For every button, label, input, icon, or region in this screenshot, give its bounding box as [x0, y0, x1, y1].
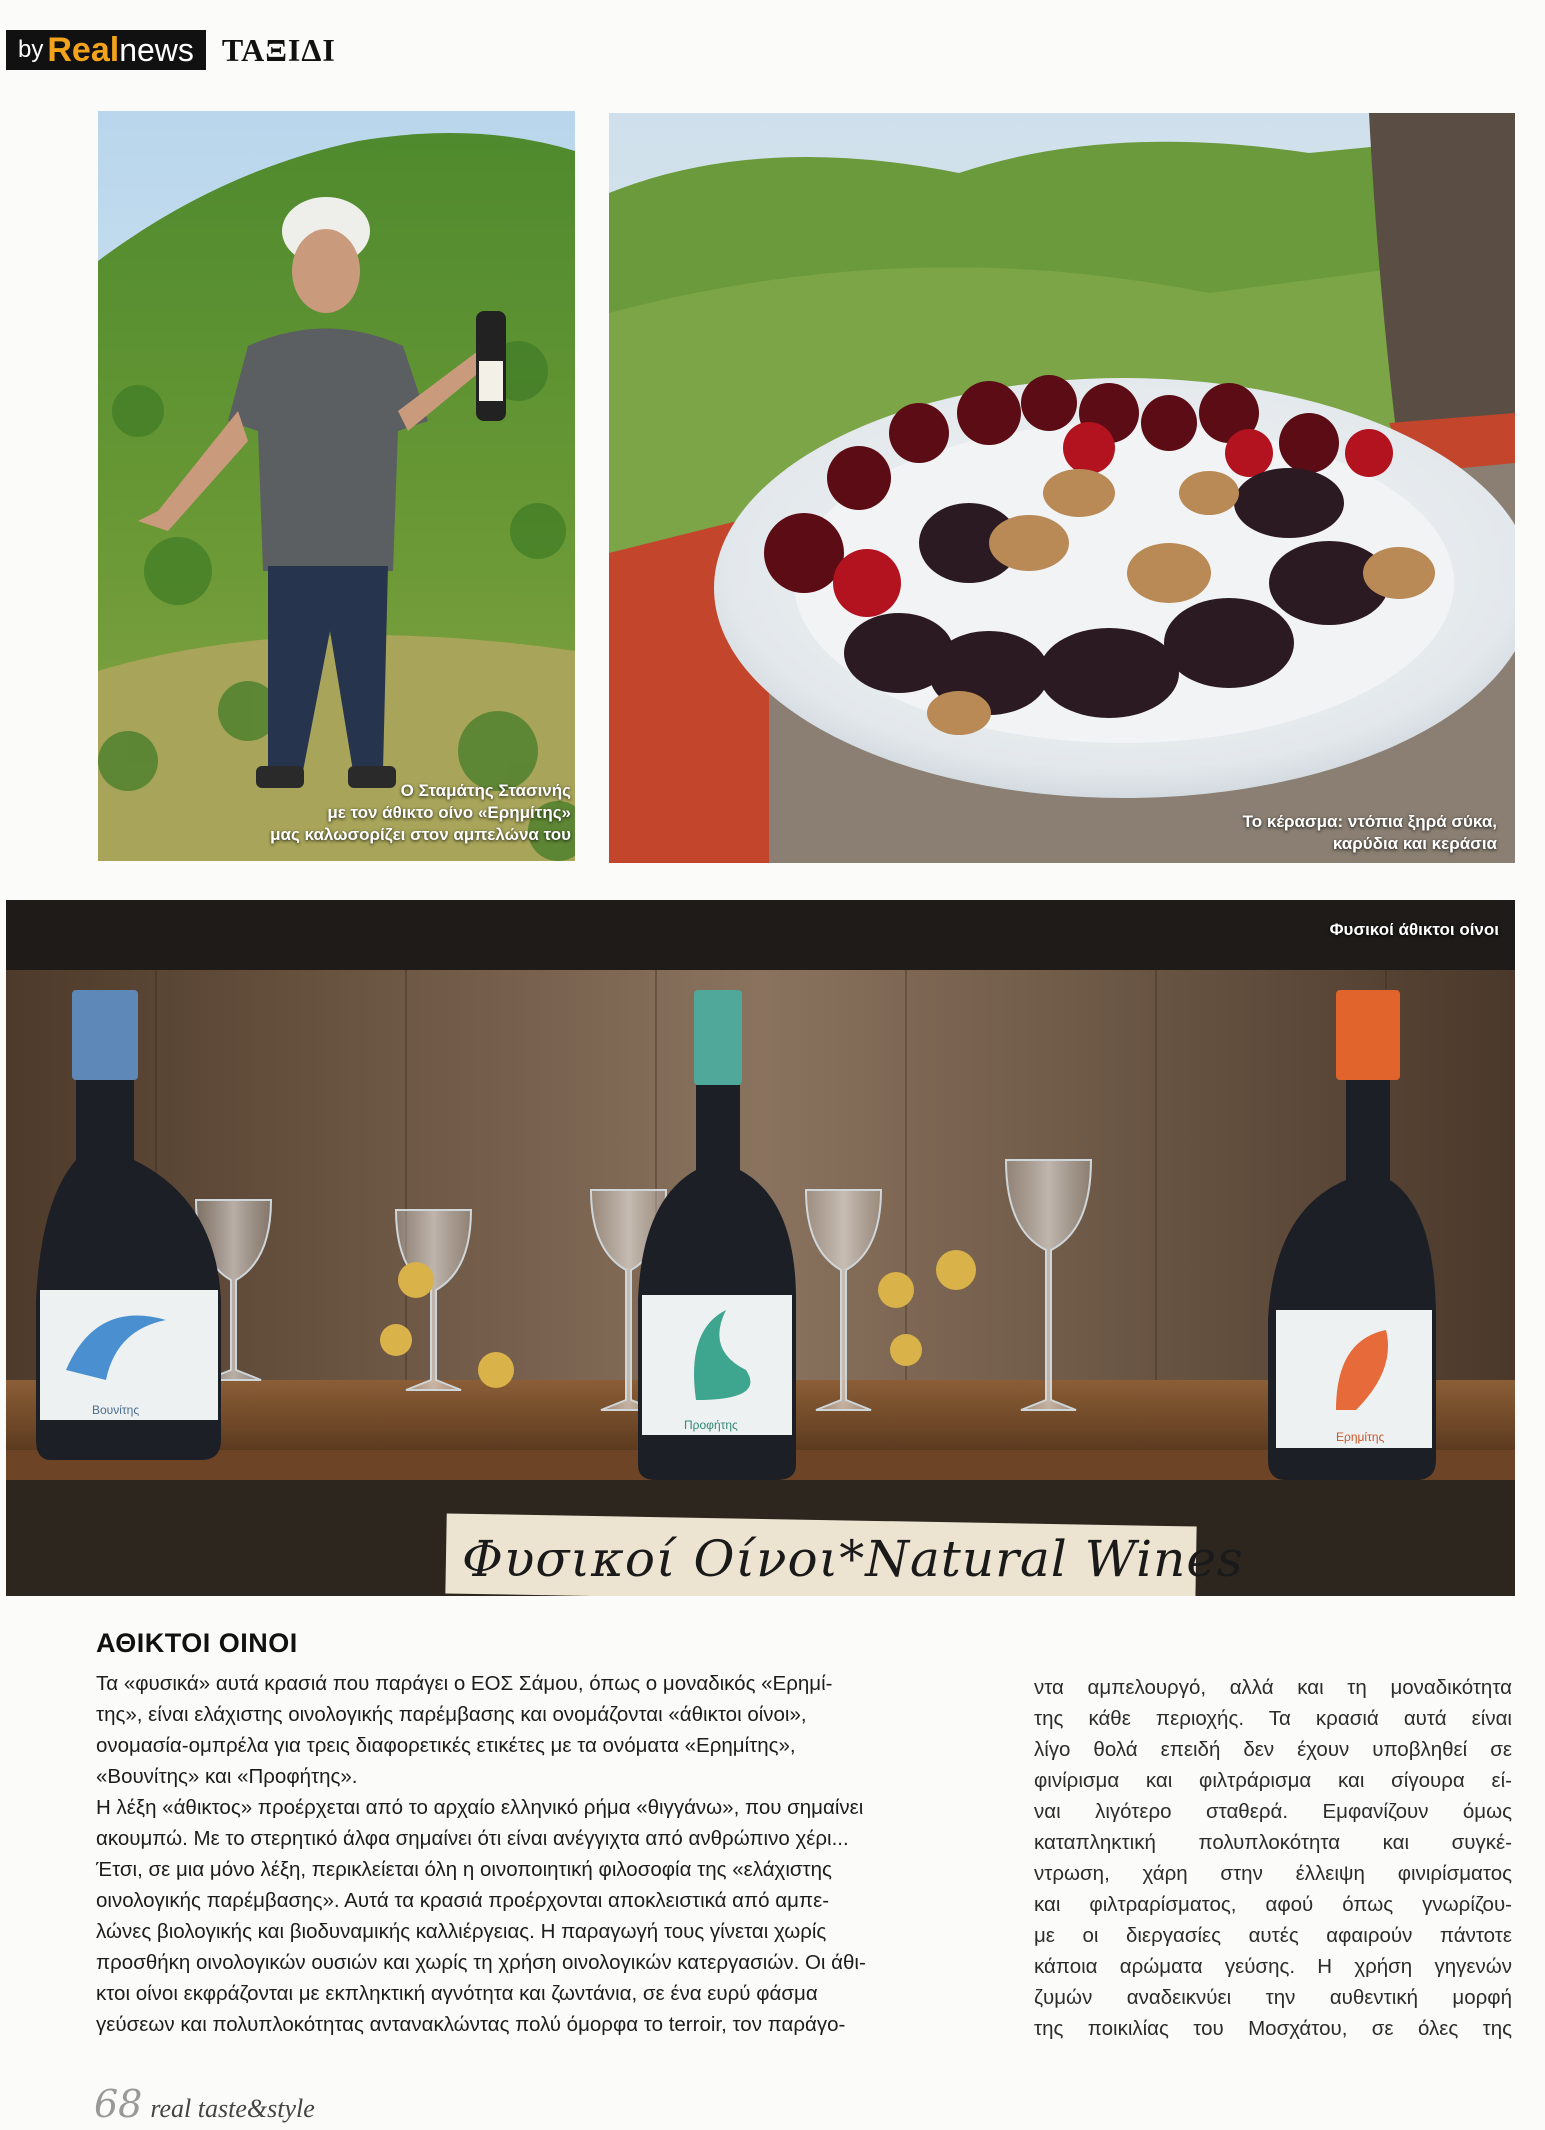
article-column-2 — [1034, 1672, 1512, 2044]
winemaker-photo — [98, 111, 575, 861]
winemaker-image — [98, 111, 575, 861]
winemaker-caption — [131, 780, 571, 846]
wines-photo — [6, 900, 1515, 1596]
page-footer — [94, 2082, 315, 2126]
article-line: Η λέξη «άθικτος» προέρχεται από το αρχαίο ελληνικό ρήμα «θιγγάνω», που σημαίνει — [96, 1796, 864, 1819]
bottle-label-profitis: Προφήτης — [684, 1418, 738, 1432]
magazine-name: real taste&style — [150, 2094, 315, 2123]
article-line: προσθήκη οινολογικών ουσιών και χωρίς τη χρήση οινολογικών κατεργασιών. Οι άθι- — [96, 1951, 866, 1974]
wines-image — [6, 900, 1515, 1596]
logo-by: by — [18, 36, 44, 63]
article-line: ακουμπώ. Με το στερητικό άλφα σημαίνει ότι είναι ανέγγιχτα από ανθρώπινο χέρι... — [96, 1827, 849, 1850]
masthead — [6, 30, 336, 70]
winemaker-caption-line: μας καλωσορίζει στον αμπελώνα του — [270, 825, 571, 844]
article-column-1 — [96, 1668, 1000, 2040]
article-line: κτοι οίνοι εκφράζονται με εκπληκτική αγνότητα και ζωντάνια, σε ένα ευρύ φάσμα — [96, 1982, 818, 2005]
treat-caption-line: καρύδια και κεράσια — [1332, 834, 1497, 853]
winemaker-caption-line: με τον άθικτο οίνο «Ερημίτης» — [327, 803, 571, 822]
article-line: και φιλτραρίσματος, αφού όπως γνωρίζου- — [1034, 1893, 1512, 1916]
article-line: λίγο θολά επειδή δεν έχουν υποβληθεί σε — [1034, 1738, 1512, 1761]
article-line: ντρωση, χάρη στην έλλειψη φινιρίσματος — [1034, 1862, 1512, 1885]
article-line: οινολογικής παρέμβασης». Αυτά τα κρασιά προέρχονται αποκλειστικά από αμπε- — [96, 1889, 830, 1912]
treat-caption — [897, 811, 1497, 855]
treat-photo — [609, 113, 1515, 863]
article-line: γεύσεων και πολυπλοκότητας αντανακλώντας πολύ όμορφα το terroir, τον παράγο- — [96, 2013, 846, 2036]
article-line: Έτσι, σε μια μόνο λέξη, περικλείεται όλη η οινοποιητική φιλοσοφία της «ελάχιστης — [96, 1858, 832, 1881]
wines-caption: Φυσικοί άθικτοι οίνοι — [1329, 920, 1499, 939]
article-line: ντα αμπελουργό, αλλά και τη μοναδικότητα — [1034, 1676, 1512, 1699]
article-line: με οι διεργασίες αυτές αφαιρούν πάντοτε — [1034, 1924, 1512, 1947]
article-line: ζυμών αναδεικνύει την αυθεντική μορφή — [1034, 1986, 1512, 2009]
bottle-label-vounitis: Βουνίτης — [92, 1403, 140, 1417]
article-line: της», είναι ελάχιστης οινολογικής παρέμβασης και ονομάζονται «άθικτοι οίνοι», — [96, 1703, 807, 1726]
article-line: «Βουνίτης» και «Προφήτης». — [96, 1765, 358, 1788]
article-title: ΑΘΙΚΤΟΙ ΟΙΝΟΙ — [96, 1628, 298, 1658]
article-line: της κάθε περιοχής. Τα κρασιά αυτά είναι — [1034, 1707, 1512, 1730]
shelf-sign: Φυσικοί Οίνοι*Natural Wines — [462, 1530, 1244, 1588]
realnews-logo[interactable] — [6, 30, 206, 70]
page-number: 68 — [94, 2082, 143, 2126]
winemaker-caption-line: Ο Σταμάτης Στασινής — [400, 781, 571, 800]
article-line: Τα «φυσικά» αυτά κρασιά που παράγει ο ΕΟΣ Σάμου, όπως ο μοναδικός «Ερημί- — [96, 1672, 833, 1695]
bottle-label-erimitis: Ερημίτης — [1336, 1430, 1385, 1444]
article-line: ονομασία-ομπρέλα για τρεις διαφορετικές ετικέτες με τα ονόματα «Ερημίτης», — [96, 1734, 796, 1757]
treat-image — [609, 113, 1515, 863]
logo-news: news — [119, 31, 194, 68]
article-line: φινίρισμα και φιλτράρισμα και σίγουρα εί- — [1034, 1769, 1512, 1792]
article-line: καταπληκτική πολυπλοκότητα και συγκέ- — [1034, 1831, 1512, 1854]
section-label: ΤΑΞΙΔΙ — [221, 31, 336, 68]
logo-real: Real — [47, 30, 120, 69]
article-line: λώνες βιολογικής και βιοδυναμικής καλλιέργειας. Η παραγωγή τους γίνεται χωρίς — [96, 1920, 827, 1943]
treat-caption-line: Το κέρασμα: ντόπια ξηρά σύκα, — [1242, 812, 1497, 831]
article-line: της ποικιλίας του Μοσχάτου, σε όλες της — [1034, 2017, 1512, 2040]
article-line: κάποια αρώματα γεύσης. Η χρήση γηγενών — [1034, 1955, 1512, 1978]
article-line: ναι λιγότερο σταθερά. Εμφανίζουν όμως — [1034, 1800, 1512, 1823]
